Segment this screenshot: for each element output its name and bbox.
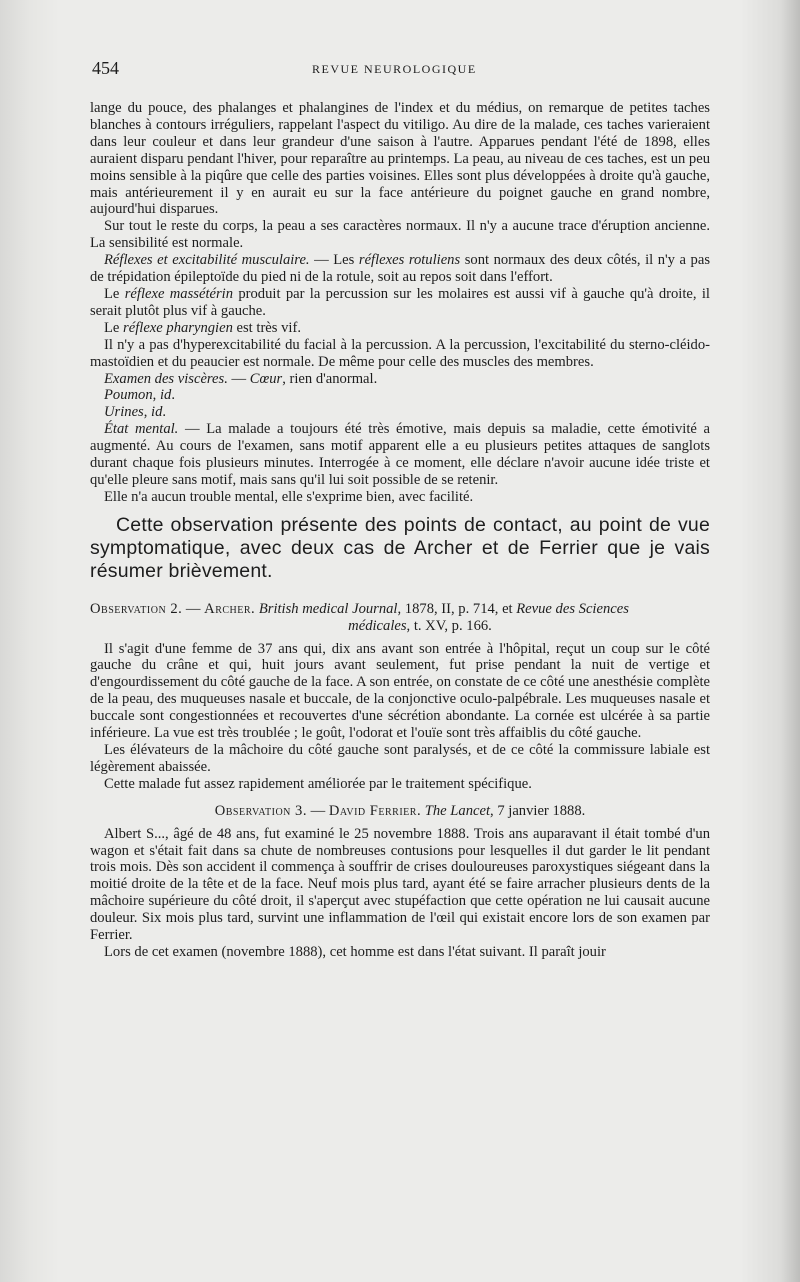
paragraph (90, 421, 710, 489)
reference: , 1878, II, p. 714, et (397, 600, 517, 617)
italic-heading: État mental. (104, 421, 179, 438)
author-name: Archer. (204, 600, 256, 617)
running-title: REVUE NEUROLOGIQUE (312, 62, 477, 76)
observation-label: Observation 3. (214, 802, 307, 819)
paragraph: lange du pouce, des phalanges et phalangines de l'index et du médius, on remarque de petites taches blanches à contours irréguliers, rappelant l'aspect du vitiligo. Au dire de la malade, ces taches varieraient dans leur couleur et dans leur grandeur d'une saison à l'autre. Apparues pendant l'été de 1898, elles auraient disparu pendant l'hiver, pour reparaître au printemps. La peau, au niveau de ces taches, est un peu moins sensible à la piqûre que celle des parties voisines. Elles sont plus développées à droite qu'à gauche, mais antérieurement il y en aurait eu sur la face antérieure du poignet gauche en grand nombre, aujourd'hui disparues. (90, 100, 711, 218)
paragraph (90, 387, 710, 404)
journal-title: British medical Journal (258, 600, 398, 617)
text-span: est très vif. (232, 319, 301, 336)
reference: , t. XV, p. 166. (406, 617, 492, 634)
page-header (92, 58, 712, 82)
author-name: David Ferrier. (328, 802, 422, 819)
text-span: , rien d'anormal. (282, 370, 378, 387)
observation-label: Observation 2. (90, 600, 183, 617)
paragraph: Il n'y a pas d'hyperexcitabilité du facial à la percussion. A la percussion, l'excitabilité du sterno-cléido-mastoïdien et du peaucier est normale. De même pour celle des muscles des membres. (90, 336, 710, 370)
italic-term: Poumon (104, 387, 153, 404)
text-span: Le (104, 319, 124, 336)
paragraph: Les élévateurs de la mâchoire du côté gauche sont paralysés, et de ce côté la commissure labiale est légèrement abaissée. (90, 742, 710, 775)
paragraph: Albert S..., âgé de 48 ans, fut examiné le 25 novembre 1888. Trois ans auparavant il était tombé d'un wagon et s'était fait dans sa chute de nombreuses contusions pour lesquelles il dut garder le lit pendant trois mois. Dès son accident il commença à souffrir de crises douloureuses paroxystiques siégeant dans la moitié droite de la tête et de la face. Neuf mois plus tard, ayant été se faire arracher plusieurs dents de la mâchoire supérieure du côté droit, il s'aperçut avec stupéfaction que cette opération ne lui causait aucune douleur. Six mois plus tard, survint une inflammation de l'œil qui existait encore lors de son examen par Ferrier. (90, 825, 710, 944)
italic-term: Cœur (249, 370, 283, 387)
journal-title: Revue des Sciences (516, 600, 629, 617)
text-span: Le (104, 285, 125, 302)
italic-term: réflexe massétérin (124, 285, 234, 302)
italic-term: réflexe pharyngien (123, 319, 233, 336)
paragraph (90, 404, 710, 421)
text-span: , (152, 387, 160, 404)
italic-term: id (151, 404, 163, 421)
paragraph (90, 286, 710, 320)
page-body (90, 100, 710, 961)
paragraph: Cette malade fut assez rapidement améliorée par le traitement spécifique. (104, 775, 532, 792)
heading-continuation (90, 618, 710, 635)
text-span: — (182, 600, 205, 617)
text-span: — Les (309, 252, 359, 269)
italic-heading: Examen des viscères. (104, 370, 228, 387)
journal-title: The Lancet (424, 802, 491, 819)
italic-term: Urines (104, 404, 144, 421)
text-span: — (227, 370, 250, 387)
text-span: — (307, 802, 329, 819)
text-span: . (171, 387, 175, 404)
paragraph (90, 371, 710, 388)
text-span: sont normaux des deux côtés, il n'y a pas de trépidation épileptoïde du pied ni de la rotule, soit au repos soit dans l'effort. (90, 252, 710, 286)
text-span: , (143, 404, 152, 421)
italic-term: réflexes rotuliens (358, 252, 461, 269)
text-span: — La malade a toujours été très émotive, mais depuis sa maladie, cette émotivité a augmenté. Au cours de l'examen, sans motif apparent elle a eu plusieurs petites attaques de sanglots durant chaque fois plusieurs minutes. Interrogée à ce moment, elle déclare n'avoir aucune idée triste et qu'elle pleure sans motif, mais sans qu'il lui soit possible de se retenir. (90, 421, 710, 488)
summary-paragraph: Cette observation présente des points de contact, au point de vue symptomatique, avec deux cas de Archer et de Ferrier que je vais résumer brièvement. (90, 513, 710, 582)
page-number: 454 (92, 58, 119, 78)
italic-heading: Réflexes et excitabilité musculaire. (104, 252, 310, 269)
paragraph: Lors de cet examen (novembre 1888), cet homme est dans l'état suivant. Il paraît jouir (104, 943, 606, 960)
paragraph: Elle n'a aucun trouble mental, elle s'exprime bien, avec facilité. (104, 488, 474, 505)
observation-2-heading (90, 601, 710, 635)
paragraph (90, 252, 710, 286)
text-span: produit par la percussion sur les molaires est aussi vif à gauche qu'à droite, il serait plutôt plus vif à gauche. (90, 285, 710, 319)
journal-title: médicales (348, 617, 407, 634)
paragraph: Sur tout le reste du corps, la peau a ses caractères normaux. Il n'y a aucune trace d'éruption ancienne. La sensibilité est normale. (90, 218, 710, 252)
observation-3-heading (90, 803, 710, 820)
paragraph (90, 320, 710, 337)
reference: , 7 janvier 1888. (490, 802, 586, 819)
italic-term: id (159, 387, 172, 404)
paragraph: Il s'agit d'une femme de 37 ans qui, dix ans avant son entrée à l'hôpital, reçut un coup sur le côté gauche du crâne et qui, huit jours avant seulement, fut prise pendant la nuit de vertige et d'engourdissement du côté gauche de la face. A son entrée, on constate de ce côté une anesthésie complète de la peau, des muqueuses nasale et buccale, de la conjonctive oculo-palpébrale. Les muqueuses nasale et buccale sont congestionnées et recouvertes d'une sécrétion abondante. La cornée est ulcérée à sa partie inférieure. La vue est très troublée ; le goût, l'odorat et l'ouïe sont très affaiblis du côté gauche. (90, 640, 710, 742)
text-span: . (162, 404, 167, 421)
